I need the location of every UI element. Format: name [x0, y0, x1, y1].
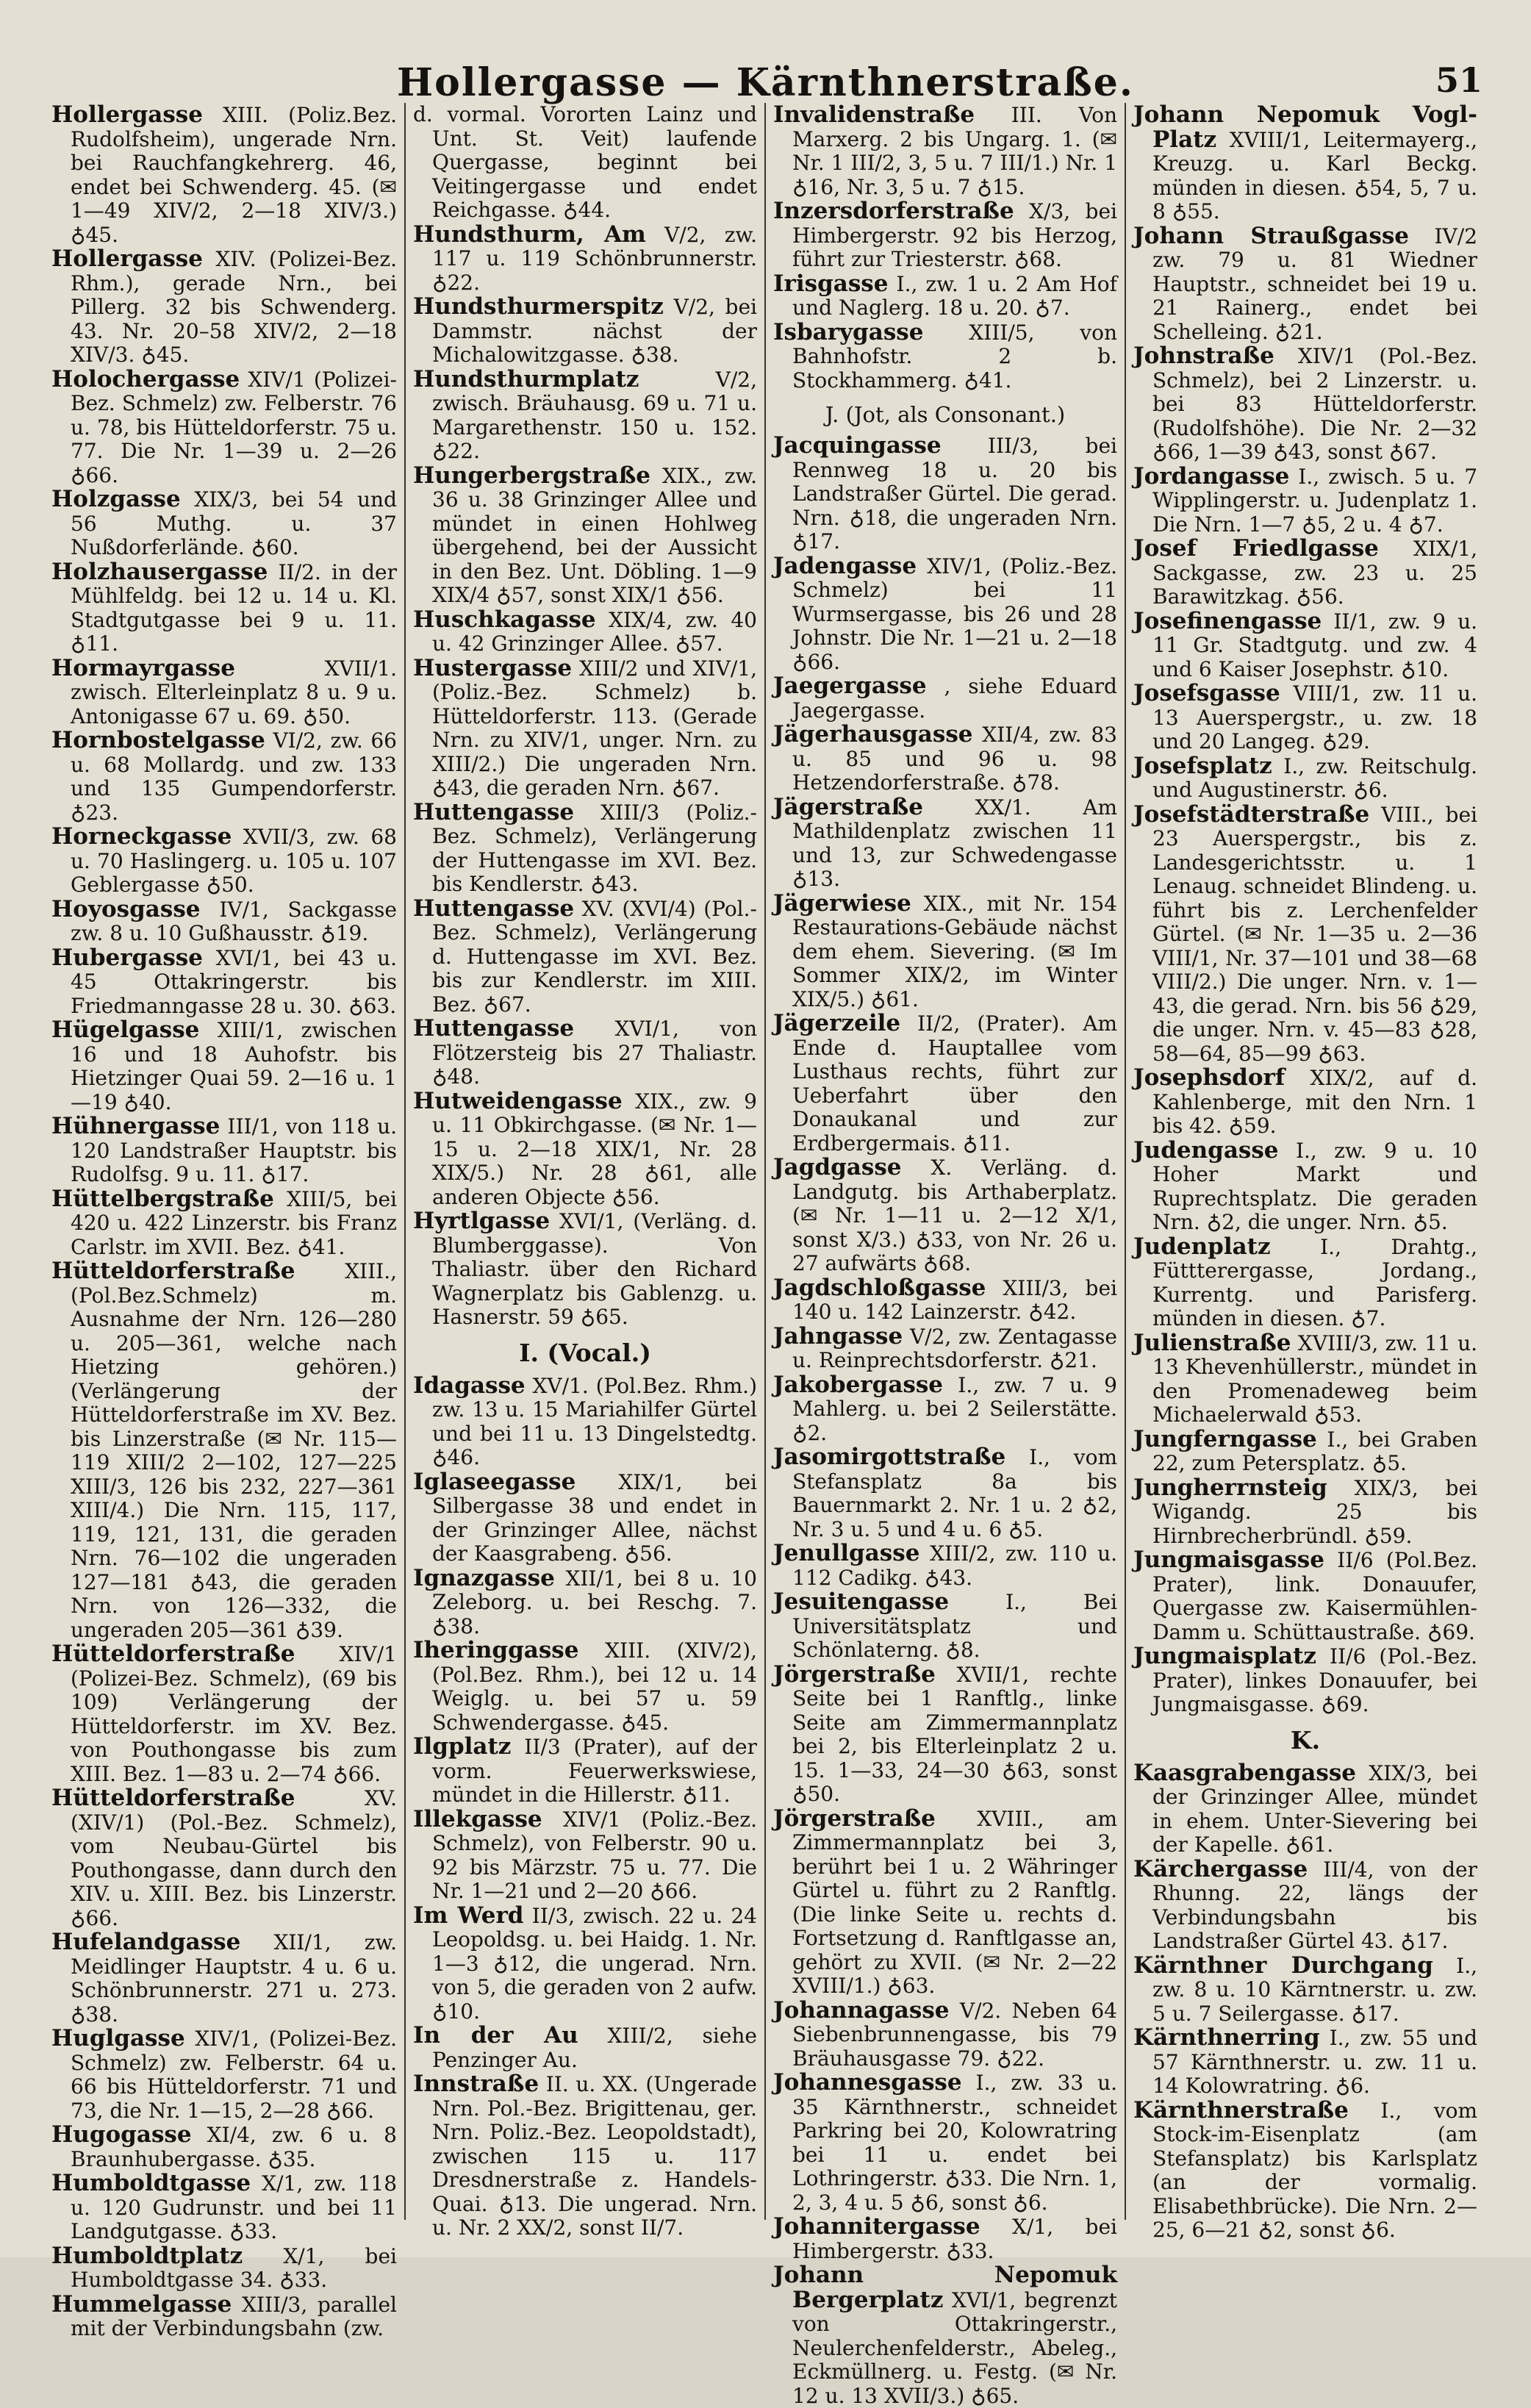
street-description: d. vormal. Vororten Lainz und Unt. St. Veit) laufende Quergasse, beginnt bei Veitingergasse und endet Reichgasse. ♁44. — [413, 102, 757, 222]
street-entry — [51, 247, 397, 368]
street-description: III/3, bei Rennweg 18 u. 20 bis Landstraßer Gürtel. Die gerad. Nrn. ♁18, die ungeraden Nrn. ♁17. — [792, 434, 1117, 553]
street-name: Hornbostelgasse — [51, 727, 265, 753]
street-name: Jörgerstraße — [773, 1805, 936, 1832]
street-name: Jungferngasse — [1133, 1425, 1317, 1452]
section-heading: I. (Vocal.) — [519, 1338, 651, 1367]
street-entry — [1133, 1427, 1477, 1476]
street-name: Hungerbergstraße — [413, 462, 650, 489]
street-description: X/1, zw. 118 u. 120 Gudrunstr. und bei 11 Landgutgasse. ♁33. — [71, 2171, 398, 2243]
street-entry — [773, 723, 1117, 795]
street-name: Hüttelbergstraße — [51, 1185, 274, 1212]
street-name: Iglaseegasse — [413, 1468, 576, 1495]
street-name: Ilgplatz — [413, 1733, 512, 1760]
street-name: Jägerwiese — [773, 889, 911, 917]
street-entry — [51, 1642, 397, 1786]
street-name: Jägerzeile — [773, 1010, 901, 1036]
street-name: Hundsthurmerspitz — [413, 293, 664, 320]
header-title: Hollergasse — Kärnthnerstraße. — [397, 60, 1134, 105]
street-entry — [413, 365, 757, 464]
street-entry — [773, 434, 1117, 554]
street-name: Hummelgasse — [51, 2290, 232, 2318]
street-name: Johann Nepomuk Vogl-Platz — [1133, 101, 1477, 153]
street-name: Jordangasse — [1133, 462, 1290, 490]
street-entry — [773, 2263, 1117, 2408]
street-name: Irisgasse — [773, 270, 889, 297]
street-description: I., vom Stock-im-Eisenplatz (am Stefansplatz) bis Karlsplatz (an der vormalig. Elisabethbrücke). Die Nrn. 2—25, 6—21 ♁2, sonst ♁6. — [1152, 2098, 1477, 2242]
street-description: XIII. (XIV/2), (Pol.Bez. Rhm.), bei 12 u. 14 Weiglg. u. bei 57 u. 59 Schwendergasse. ♁45. — [432, 1638, 757, 1735]
street-name: Hyrtlgasse — [413, 1208, 551, 1234]
street-entry — [51, 1018, 397, 1114]
street-name: Josefsgasse — [1133, 680, 1280, 706]
street-entry — [773, 1276, 1117, 1325]
street-description: II/6 (Pol.Bez. Prater), link. Donauufer, Quergasse zw. Kaisermühlen-Damm u. Schüttaustraße. ♁69. — [1152, 1548, 1477, 1644]
street-description: XIV/1, (Poliz.-Bez. Schmelz) bei 11 Wurmsergasse, bis 26 und 28 Johnstr. Die Nr. 1—21 u. 2—18 ♁66. — [792, 553, 1118, 674]
street-description: XIV/1, (Polizei-Bez. Schmelz) zw. Felberstr. 64 u. 66 bis Hütteldorferstr. 71 und 73, die Nr. 1—15, 2—28 ♁66. — [71, 2027, 397, 2123]
street-description: VIII/1, zw. 11 u. 13 Auerspergstr., u. zw. 18 und 20 Langeg. ♁29. — [1152, 681, 1477, 753]
street-name: Jagdgasse — [773, 1154, 902, 1180]
street-name: Hütteldorferstraße — [51, 1785, 295, 1811]
street-entry — [51, 2027, 397, 2123]
street-name: Im Werd — [413, 1902, 524, 1929]
street-description: II/1, zw. 9 u. 11 Gr. Stadtgutg. und zw. 4 und 6 Kaiser Josephstr. ♁10. — [1152, 609, 1477, 681]
street-name: Huschkagasse — [413, 606, 596, 633]
street-description: XV. (XVI/4) (Pol.-Bez. Schmelz), Verlängerung d. Huttengasse im XVI. Bez. bis zur Kendlerstr. im XIII. Bez. ♁67. — [432, 896, 757, 1017]
street-entry — [1133, 1331, 1477, 1427]
street-entry — [51, 728, 397, 825]
street-description: XII/1, zw. Meidlinger Hauptstr. 4 u. 6 u. Schönbrunnerstr. 271 u. 273. ♁38. — [71, 1930, 398, 2027]
street-description: XIV/1 (Poliz.-Bez. Schmelz), von Felberstr. 90 u. 92 bis Märzstr. 75 u. 77. Die Nr. 1—21 und 2—20 ♁66. — [432, 1807, 758, 1903]
street-name: Huglgasse — [51, 2025, 185, 2052]
street-entry — [51, 560, 397, 656]
street-entry — [773, 554, 1117, 675]
page-number: 51 — [1435, 60, 1482, 100]
street-description: XVIII/3, zw. 11 u. 13 Khevenhüllerstr., mündet in den Promenadeweg beim Michaelerwald ♁53. — [1152, 1330, 1478, 1427]
street-name: Jenullgasse — [773, 1540, 920, 1566]
street-entry — [1133, 681, 1477, 754]
street-name: Kärnthner Durchgang — [1133, 1952, 1433, 1979]
street-description: III/1, von 118 u. 120 Landstraßer Hauptstr. bis Rudolfsg. 9 u. 11. ♁17. — [71, 1114, 397, 1186]
street-description: II/2, (Prater). Am Ende d. Hauptallee vom Lusthaus rechts, führt zur Ueberfahrt über den Donaukanal und zur Erdbergermais. ♁11. — [792, 1011, 1117, 1155]
street-entry — [773, 199, 1117, 272]
street-name: Johann Nepomuk Bergerplatz — [773, 2262, 1117, 2313]
street-description: XVIII., am Zimmermannplatz bei 3, berührt bei 1 u. 2 Währinger Gürtel u. führt zu 2 Ranftlg. (Die linke Seite u. rechts d. Fortsetzung d. Ranftlgasse an, gehört zu XVII. (✉ Nr. 2—22 XVIII/1.) ♁63. — [792, 1806, 1117, 1998]
street-name: Jacquingasse — [773, 432, 942, 459]
street-description: I., zw. 1 u. 2 Am Hof und Naglerg. 18 u. 20. ♁7. — [792, 271, 1117, 320]
street-name: Josefstädterstraße — [1133, 800, 1370, 828]
street-description: III. Von Marxerg. 2 bis Ungarg. 1. (✉ Nr. 1 III/2, 3, 5 u. 7 III/1.) Nr. 1 ♁16, Nr. 3, 5 u. 7 ♁15. — [792, 103, 1118, 199]
street-entry — [413, 295, 757, 368]
street-entry — [1133, 609, 1477, 682]
street-name: Hollergasse — [51, 246, 203, 272]
street-entry — [773, 1155, 1117, 1276]
street-entry — [51, 1114, 397, 1187]
street-name: Holzgasse — [51, 486, 181, 512]
street-name: Kärnthnerring — [1133, 2024, 1320, 2051]
street-name: Ignazgasse — [413, 1564, 555, 1591]
street-entry — [51, 825, 397, 897]
street-entry — [1133, 1857, 1477, 1954]
street-name: Iheringgasse — [413, 1637, 579, 1663]
street-description: XII/4, zw. 83 u. 85 und 96 u. 98 Hetzendorferstraße. ♁78. — [792, 723, 1117, 795]
street-entry — [413, 1374, 757, 1470]
street-entry — [1133, 462, 1478, 537]
street-description: V/2, zw. Zentagasse u. Reinprechtsdorferstr. ♁21. — [792, 1324, 1117, 1372]
street-name: Hutweidengasse — [413, 1087, 623, 1114]
street-entry — [51, 656, 397, 729]
street-entry — [1133, 1136, 1477, 1235]
street-description: VI/2, zw. 66 u. 68 Mollardg. und zw. 133 und 135 Gumpendorferstr. ♁23. — [71, 728, 397, 825]
street-name: Hollergasse — [51, 101, 203, 128]
street-name: Jasomirgottstraße — [773, 1444, 1006, 1470]
street-entry — [773, 1660, 1117, 1807]
street-description: X/3, bei Himbergerstr. 92 bis Herzog, führt zur Triesterstr. ♁68. — [792, 199, 1118, 271]
street-name: Humboldtgasse — [51, 2170, 251, 2196]
street-description: XIII/3, parallel mit der Verbindungsbahn (zw. — [71, 2292, 397, 2340]
street-description: I., zw. 9 u. 10 Hoher Markt und Ruprechtsplatz. Die geraden Nrn. ♁2, die unger. Nrn. ♁5. — [1152, 1138, 1477, 1234]
street-entry — [413, 1470, 757, 1566]
street-entry — [413, 1807, 757, 1904]
street-description: V/2. Neben 64 Siebenbrunnengasse, bis 79 Bräuhausgasse 79. ♁22. — [792, 1998, 1117, 2071]
street-description: XIV/1 (Polizei-Bez. Schmelz), (69 bis 109) Verlängerung der Hütteldorferstr. im XV. Bez. von Pouthongasse bis zum XIII. Bez. 1—83 u. 2—74 ♁66. — [71, 1642, 397, 1786]
street-description: I., Bei Universitätsplatz und Schönlaterng. ♁8. — [792, 1590, 1117, 1662]
street-entry — [51, 946, 397, 1019]
street-entry — [1133, 2026, 1477, 2099]
street-description: II. u. XX. (Ungerade Nrn. Pol.-Bez. Brigittenau, ger. Nrn. Poliz.-Bez. Leopoldstadt), zwischen 115 u. 117 Dresdnerstraße z. Handels-Quai. ♁13. Die ungerad. Nrn. u. Nr. 2 XX/2, sonst II/7. — [432, 2072, 757, 2240]
street-description: XIX., mit Nr. 154 Restaurations-Gebäude nächst dem ehem. Sievering. (✉ Im Sommer XIX/2, im Winter XIX/5.) ♁61. — [792, 891, 1117, 1011]
street-name: Idagasse — [413, 1372, 526, 1399]
street-entry — [773, 1445, 1117, 1541]
street-description: IV/1, Sackgasse zw. 8 u. 10 Gußhausstr. ♁19. — [71, 897, 397, 945]
street-description: VIII., bei 23 Auerspergstr., bis z. Landesgerichtsstr. u. 1 Lenaug. schneidet Blindeng. u. führt bis z. Lerchenfelder Gürtel. (✉ Nr. 1—35 u. 2—36 VIII/1, Nr. 37—101 und 38—68 VIII/2.) Die unger. Nrn. v. 1—43, die gerad. Nrn. bis 56 ♁29, die unger. Nrn. v. 45—83 ♁28, 58—64, 85—99 ♁63. — [1152, 802, 1477, 1066]
street-description: XIV/1 (Pol.-Bez. Schmelz), bei 2 Linzerstr. u. bei 83 Hütteldorferstr. (Rudolfshöhe). Die Nr. 2—32 ♁66, 1—39 ♁43, sonst ♁67. — [1152, 344, 1478, 464]
street-name: Jägerstraße — [773, 793, 923, 820]
street-entry — [413, 608, 757, 656]
street-description: I., vom Stefansplatz 8a bis Bauernmarkt 2. Nr. 1 u. 2 ♁2, Nr. 3 u. 5 und 4 u. 6 ♁5. — [792, 1445, 1117, 1541]
street-entry — [413, 1089, 757, 1210]
street-entry — [413, 1566, 757, 1639]
street-description: X/1, bei Humboldtgasse 34. ♁33. — [71, 2243, 397, 2292]
street-description: XIX/3, bei Wigandg. 25 bis Hirnbrecherbründl. ♁59. — [1152, 1475, 1477, 1548]
street-name: Innstraße — [413, 2071, 539, 2097]
street-entry — [51, 1259, 397, 1642]
street-name: Kärnthnerstraße — [1133, 2096, 1349, 2124]
street-description: X. Verläng. d. Landgutg. bis Arthaberplatz. (✉ Nr. 1—11 u. 2—12 X/1, sonst X/3.) ♁33, von Nr. 26 u. 27 aufwärts ♁68. — [792, 1155, 1117, 1275]
street-description: II/3 (Prater), auf der vorm. Feuerwerkswiese, mündet in die Hillerstr. ♁11. — [432, 1735, 757, 1807]
directory-columns — [44, 101, 1485, 2408]
street-description: XIV. (Polizei-Bez. Rhm.), gerade Nrn., bei Pillerg. 32 bis Schwenderg. 43. Nr. 20–58 XIV/2, 2—18 XIV/3. ♁45. — [71, 247, 397, 367]
section-heading: K. — [1290, 1725, 1321, 1755]
street-entry — [1133, 1548, 1477, 1644]
street-name: Johnstraße — [1133, 343, 1274, 369]
street-entry — [413, 223, 757, 295]
street-entry — [773, 320, 1117, 393]
street-entry — [413, 1904, 757, 2024]
street-description: , siehe Eduard Jaegergasse. — [792, 674, 1117, 723]
street-description: XVII/1, rechte Seite bei 1 Ranftlg., linke Seite am Zimmermannplatz bei 2, bis Elterleinplatz 2 u. 15. 1—33, 24—30 ♁63, sonst ♁50. — [792, 1662, 1117, 1806]
street-description: XVI/1, begrenzt von Ottakringerstr., Neulerchenfelderstr., Abeleg., Eckmüllnerg. u. Festg. (✉ Nr. 12 u. 13 XVII/3.) ♁65. — [792, 2287, 1117, 2408]
column-4 — [1125, 101, 1485, 2242]
section-heading: J. (Jot, als Consonant.) — [825, 402, 1066, 427]
street-description: XIX/1, Sackgasse, zw. 23 u. 25 Barawitzkag. ♁56. — [1152, 537, 1477, 609]
street-description: X/1, bei Himbergerstr. ♁33. — [792, 2215, 1117, 2263]
street-entry — [773, 795, 1117, 892]
street-entry — [51, 2171, 397, 2244]
street-entry — [413, 1735, 757, 1807]
street-name: Hütteldorferstraße — [51, 1258, 295, 1284]
street-name: Hügelgasse — [51, 1017, 200, 1043]
street-name: Jungherrnsteig — [1133, 1474, 1327, 1501]
street-description: XIV/1 (Polizei-Bez. Schmelz) zw. Felberstr. 76 u. 78, bis Hütteldorferstr. 75 u. 77. Die Nr. 1—39 u. 2—26 ♁66. — [71, 367, 397, 487]
street-description: I., bei Graben 22, zum Petersplatz. ♁5. — [1152, 1427, 1477, 1475]
street-description: V/2, zw. 117 u. 119 Schönbrunnerstr. ♁22. — [432, 222, 757, 295]
street-entry — [773, 103, 1117, 199]
street-name: Jakobergasse — [773, 1371, 944, 1398]
street-entry — [413, 897, 757, 1017]
street-entry — [413, 656, 757, 800]
street-description: I., zw. 55 und 57 Kärnthnerstr. u. zw. 11 u. 14 Kolowratring. ♁6. — [1152, 2026, 1477, 2098]
street-description: XIX/1, bei Silbergasse 38 und endet in der Grinzinger Allee, nächst der Kaasgrabeng. ♁56. — [432, 1469, 757, 1566]
street-entry — [413, 1209, 757, 1330]
street-name: Jahngasse — [773, 1322, 903, 1350]
street-entry — [773, 1322, 1117, 1373]
street-entry — [1133, 344, 1477, 465]
street-name: Jörgerstraße — [773, 1660, 936, 1688]
street-name: Hoyosgasse — [51, 895, 201, 922]
street-entry — [51, 1786, 397, 1930]
column-3 — [764, 101, 1125, 2408]
street-description: XIX., zw. 9 u. 11 Obkirchgasse. (✉ Nr. 1—15 u. 2—18 XIX/1, Nr. 28 XIX/5.) Nr. 28 ♁61, alle anderen Objecte ♁56. — [432, 1089, 757, 1209]
street-description: XVII/1. zwisch. Elterleinplatz 8 u. 9 u. Antonigasse 67 u. 69. ♁50. — [71, 656, 397, 728]
street-name: Jadengasse — [773, 552, 917, 579]
street-description: II/2. in der Mühlfeldg. bei 12 u. 14 u. Kl. Stadtgutgasse bei 9 u. 11. ♁11. — [71, 559, 398, 656]
street-name: Hustergasse — [413, 654, 573, 681]
street-description: V/2, zwisch. Bräuhausg. 69 u. 71 u. Margarethenstr. 150 u. 152. ♁22. — [432, 367, 757, 463]
street-entry — [51, 1930, 397, 2027]
street-name: Horneckgasse — [51, 823, 232, 850]
street-entry — [773, 1373, 1117, 1446]
street-entry — [1133, 1476, 1477, 1549]
street-name: Huttengasse — [413, 895, 575, 922]
street-name: Josefsplatz — [1133, 752, 1272, 779]
street-name: Kärchergasse — [1133, 1855, 1308, 1882]
street-description: XX/1. Am Mathildenplatz zwischen 11 und 13, zur Schwedengasse ♁13. — [792, 795, 1118, 891]
street-name: Johannagasse — [773, 1996, 950, 2024]
street-entry — [413, 800, 757, 897]
street-description: III/4, von der Rhunng. 22, längs der Verbindungsbahn bis Landstraßer Gürtel 43. ♁17. — [1152, 1857, 1477, 1953]
street-name: Hufelandgasse — [51, 1929, 241, 1955]
street-name: Julienstraße — [1133, 1329, 1291, 1356]
street-entry — [51, 103, 397, 247]
street-name: Jägerhausgasse — [773, 721, 973, 748]
street-description: XII/1, bei 8 u. 10 Zeleborg. u. bei Reschg. 7. ♁38. — [432, 1566, 757, 1638]
street-entry — [773, 2215, 1117, 2263]
street-entry — [1133, 754, 1477, 803]
street-description: XIX/3, bei 54 und 56 Muthg. u. 37 Nußdorferlände. ♁60. — [71, 487, 397, 559]
street-description: XIII/3, bei 140 u. 142 Lainzerstr. ♁42. — [792, 1275, 1117, 1324]
street-entry — [773, 1590, 1117, 1663]
street-name: In der Au — [413, 2022, 578, 2049]
street-entry — [413, 1017, 757, 1089]
street-entry — [773, 1011, 1117, 1155]
street-description: I., zw. Reitschulg. und Augustinerstr. ♁6. — [1152, 753, 1477, 802]
street-name: Josef Friedlgasse — [1133, 535, 1379, 562]
street-name: Inzersdorferstraße — [773, 198, 1014, 224]
street-description: I., zwisch. 5 u. 7 Wipplingerstr. u. Judenplatz 1. Die Nrn. 1—7 ♁5, 2 u. 4 ♁7. — [1152, 464, 1478, 537]
street-name: Jesuitengasse — [773, 1588, 950, 1615]
street-entry — [1133, 1954, 1477, 2027]
street-description: XV. (XIV/1) (Pol.-Bez. Schmelz), vom Neubau-Gürtel bis Pouthongasse, dann durch den XIV. u. XIII. Bez. bis Linzerstr. ♁66. — [71, 1786, 397, 1930]
street-entry — [1133, 224, 1477, 345]
street-description: XVI/1, (Verläng. d. Blumberggasse). Von Thaliastr. über den Richard Wagnerplatz bis Gablenzg. u. Hasnerstr. 59 ♁65. — [432, 1209, 757, 1329]
street-description: I., zw. 8 u. 10 Kärntnerstr. u. zw. 5 u. 7 Seilergasse. ♁17. — [1152, 1953, 1478, 2026]
street-name: Isbarygasse — [773, 318, 924, 345]
street-entry — [413, 2024, 757, 2072]
street-name: Judenplatz — [1133, 1233, 1271, 1260]
street-entry — [773, 1541, 1117, 1590]
street-description: XIII/3 (Poliz.-Bez. Schmelz), Verlängerung der Huttengasse im XVI. Bez. bis Kendlerstr. ♁43. — [432, 800, 757, 896]
street-entry — [773, 2071, 1117, 2215]
street-name: Josephsdorf — [1133, 1064, 1286, 1091]
street-name: Kaasgrabengasse — [1133, 1759, 1356, 1786]
street-description: XVI/1, bei 43 u. 45 Ottakringerstr. bis Friedmanngasse 28 u. 30. ♁63. — [71, 945, 397, 1018]
street-name: Johannitergasse — [773, 2213, 980, 2240]
column-2 — [404, 102, 764, 2240]
street-description: XIX., zw. 36 u. 38 Grinzinger Allee und mündet in einen Hohlweg übergehend, bei der Aussicht in den Bez. Unt. Döbling. 1—9 XIX/4 ♁57, sonst XIX/1 ♁56. — [432, 463, 757, 607]
street-description: XIX/2, auf d. Kahlenberge, mit den Nrn. 1 bis 42. ♁59. — [1152, 1066, 1477, 1138]
street-description: XVIII/1, Leitermayerg., Kreuzg. u. Karl Beckg. münden in diesen. ♁54, 5, 7 u. 8 ♁55. — [1152, 127, 1477, 223]
street-entry — [413, 2072, 757, 2240]
street-description: XIII/2, zw. 110 u. 112 Cadikg. ♁43. — [792, 1541, 1118, 1590]
street-entry — [1133, 1761, 1477, 1857]
street-description: XI/4, zw. 6 u. 8 Braunhubergasse. ♁35. — [71, 2123, 398, 2171]
street-entry — [51, 2290, 397, 2341]
street-name: Huttengasse — [413, 798, 575, 825]
street-entry — [413, 1638, 757, 1735]
street-description: XIX/4, zw. 40 u. 42 Grinzinger Allee. ♁57. — [432, 607, 757, 656]
street-name: Hütteldorferstraße — [51, 1641, 295, 1667]
street-entry — [51, 1187, 397, 1260]
street-name: Johannesgasse — [773, 2069, 962, 2096]
street-description: XVI/1, von Flötzersteig bis 27 Thaliastr. ♁48. — [432, 1017, 757, 1089]
street-description: I., zw. 33 u. 35 Kärnthnerstr., schneidet Parkring bei 20, Kolowratring bei 11 u. endet bei Lothringerstr. ♁33. Die Nrn. 1, 2, 3, 4 u. 5 ♁6, sonst ♁6. — [792, 2071, 1118, 2215]
street-description: XIII. (Poliz.Bez. Rudolfsheim), ungerade Nrn. bei Rauchfangkehrerg. 46, endet bei Schwenderg. 45. (✉ 1—49 XIV/2, 2—18 XIV/3.) ♁45. — [71, 103, 398, 247]
street-description: I., Drahtg., Füttterergasse, Jordang., Kurrentg. und Parisferg. münden in diesen. ♁7. — [1152, 1234, 1477, 1330]
street-entry — [773, 674, 1117, 723]
street-name: Hugogasse — [51, 2121, 192, 2148]
street-description: XIII., (Pol.Bez.Schmelz) m. Ausnahme der Nrn. 126—280 u. 205—361, welche nach Hietzing gehören.) (Verlängerung der Hütteldorferstraße im XV. Bez. bis Linzerstraße (✉ Nr. 115—119 XIII/2 2—102, 127—225 XIII/3, 126 bis 232, 227—361 XIII/4.) Die Nrn. 115, 117, 119, 121, 131, die geraden Nrn. 76—102 die ungeraden 127—181 ♁43, die geraden Nrn. von 126—332, die ungeraden 205—361 ♁39. — [71, 1259, 397, 1642]
street-name: Josefinengasse — [1133, 607, 1322, 634]
street-description: XIII/5, bei 420 u. 422 Linzerstr. bis Franz Carlstr. im XVII. Bez. ♁41. — [71, 1186, 397, 1259]
street-entry — [773, 889, 1117, 1012]
column-1 — [44, 101, 404, 2340]
street-entry — [413, 103, 757, 223]
street-name: Hühnergasse — [51, 1113, 220, 1139]
street-entry — [773, 1807, 1117, 1999]
street-name: Holzhausergasse — [51, 558, 268, 585]
street-entry — [413, 464, 757, 608]
street-entry — [1133, 800, 1477, 1067]
street-description: I., zw. 7 u. 9 Mahlerg. u. bei 2 Seilerstätte. ♁2. — [792, 1372, 1117, 1445]
street-description: V/2, bei Dammstr. nächst der Michalowitzgasse. ♁38. — [432, 295, 758, 367]
street-entry — [1133, 537, 1477, 609]
street-name: Hundsthurm, Am — [413, 221, 646, 248]
street-description: XIX/3, bei der Grinzinger Allee, mündet in ehem. Unter-Sievering bei der Kapelle. ♁61. — [1152, 1760, 1477, 1857]
street-entry — [51, 365, 397, 488]
street-entry — [1133, 2096, 1477, 2243]
street-entry — [773, 1996, 1117, 2071]
street-entry — [51, 2244, 397, 2293]
street-name: Holochergasse — [51, 365, 240, 393]
street-description: XV/1. (Pol.Bez. Rhm.) zw. 13 u. 15 Mariahilfer Gürtel und bei 11 u. 13 Dingelstedtg. ♁46. — [432, 1373, 758, 1469]
street-description: XVII/3, zw. 68 u. 70 Haslingerg. u. 105 u. 107 Geblergasse ♁50. — [71, 825, 397, 897]
street-name: Jaegergasse — [773, 673, 927, 699]
street-entry — [1133, 1644, 1477, 1717]
street-entry — [51, 2123, 397, 2171]
street-name: Jungmaisgasse — [1133, 1547, 1324, 1573]
street-description: XIII/2 und XIV/1, (Poliz.-Bez. Schmelz) b. Hütteldorferstr. 113. (Gerade Nrn. zu XIV/1, unger. Nrn. zu XIII/2.) Die ungeraden Nrn. ♁43, die geraden Nrn. ♁67. — [432, 656, 757, 800]
street-name: Huttengasse — [413, 1015, 575, 1042]
street-entry — [51, 897, 397, 946]
street-name: Jagdschloßgasse — [773, 1274, 986, 1301]
street-description: II/6 (Pol.-Bez. Prater), linkes Donauufer, bei Jungmaisgasse. ♁69. — [1152, 1644, 1477, 1716]
street-description: II/3, zwisch. 22 u. 24 Leopoldsg. u. bei Haidg. 1. Nr. 1—3 ♁12, die ungerad. Nrn. von 5, die geraden von 2 aufw. ♁10. — [432, 1903, 757, 2024]
street-name: Judengasse — [1133, 1136, 1279, 1164]
street-name: Jungmaisplatz — [1133, 1643, 1316, 1669]
street-description: XIII/5, von Bahnhofstr. 2 b. Stockhammerg. ♁41. — [792, 320, 1118, 393]
street-name: Hundsthurmplatz — [413, 365, 639, 393]
street-entry — [51, 487, 397, 560]
street-name: Illekgasse — [413, 1805, 542, 1832]
street-name: Hormayrgasse — [51, 654, 235, 681]
street-entry — [1133, 1235, 1477, 1331]
street-name: Invalidenstraße — [773, 101, 975, 128]
street-name: Humboldtplatz — [51, 2242, 243, 2269]
street-description: XIII/2, siehe Penzinger Au. — [432, 2024, 757, 2072]
street-name: Johann Straußgasse — [1133, 222, 1410, 249]
street-name: Hubergasse — [51, 944, 203, 971]
street-entry — [1133, 1066, 1477, 1139]
street-description: XIII/1, zwischen 16 und 18 Auhofstr. bis Hietzinger Quai 59. 2—16 u. 1—19 ♁40. — [71, 1018, 397, 1114]
street-entry — [773, 272, 1117, 320]
street-description: IV/2 zw. 79 u. 81 Wiedner Hauptstr., schneidet bei 19 u. 21 Rainerg., endet bei Schelleing. ♁21. — [1152, 223, 1478, 344]
street-entry — [1133, 103, 1477, 224]
